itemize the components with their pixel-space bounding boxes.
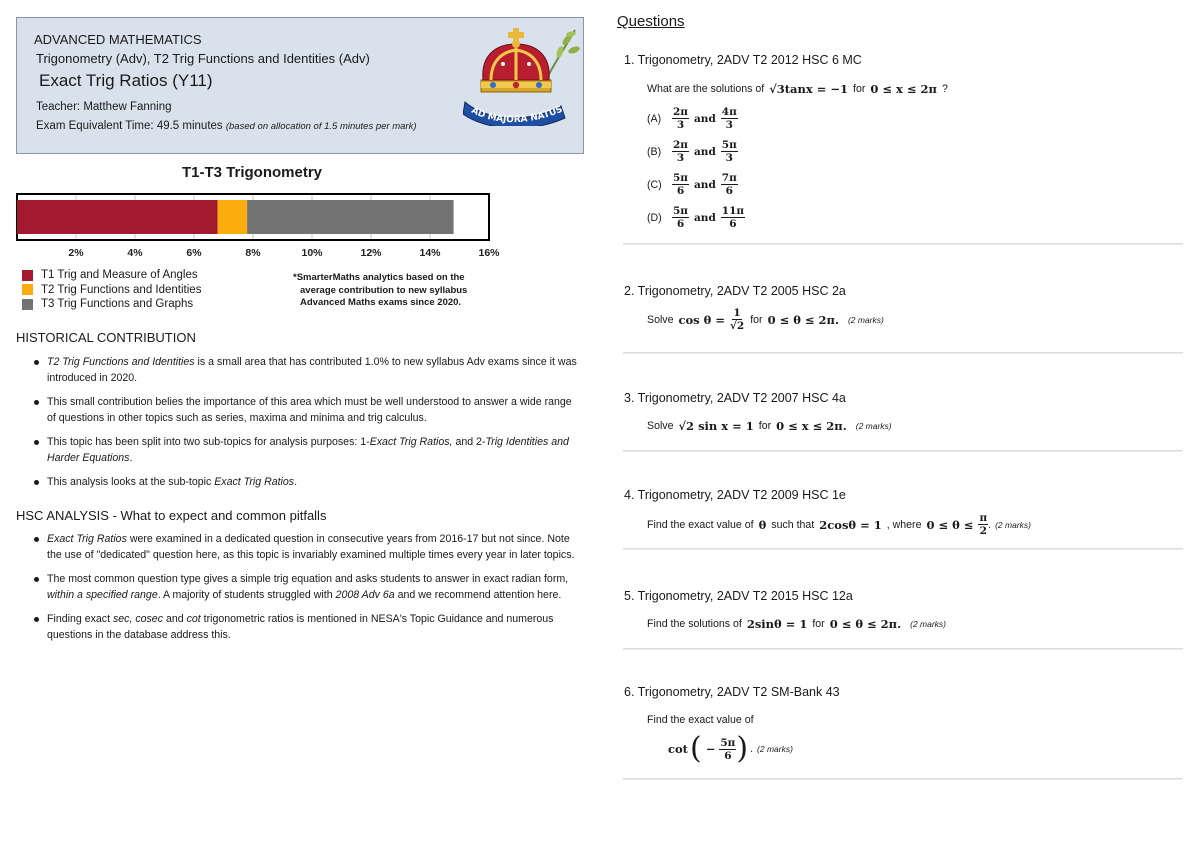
option-d: (D) $\frac{5\pi}{6}$ and $\frac{11\pi}{6}$: [647, 205, 745, 230]
list-item: This analysis looks at the sub-topic Exact Trig Ratios.: [34, 474, 582, 490]
hsc-analysis-heading: HSC ANALYSIS - What to expect and common pitfalls: [16, 508, 327, 523]
list-item: This small contribution belies the importance of this area which must be well understood to answer a wide range of questions in other topics such as series, maxima and minima and trig calculus.: [34, 394, 582, 426]
bar-segment-t1: [17, 200, 218, 234]
header-box: [16, 17, 584, 154]
subject-title: ADVANCED MATHEMATICS: [34, 32, 202, 47]
question-6-title: 6. Trigonometry, 2ADV T2 SM-Bank 43: [624, 685, 840, 699]
question-4-prompt: Find the exact value of θ such that 2cosθ = 1 , where 0 ≤ θ ≤ $\frac{\pi}{2}$ . (2 marks): [647, 512, 1031, 537]
list-item: Exact Trig Ratios were examined in a dedicated question in consecutive years from 2016-17 but not since. Note the use of "dedicated" question here, as this topic is invariably examined multiple times every year in later topics.: [34, 531, 582, 563]
x-tick-label: 14%: [419, 247, 441, 259]
x-tick-label: 12%: [360, 247, 382, 259]
question-1-title: 1. Trigonometry, 2ADV T2 2012 HSC 6 MC: [624, 53, 862, 67]
legend-swatch-t1: [22, 270, 33, 281]
exam-time-line: Exam Equivalent Time: 49.5 minutes (based on allocation of 1.5 minutes per mark): [36, 120, 417, 132]
option-a: (A) $\frac{2\pi}{3}$ and $\frac{4\pi}{3}$: [647, 106, 737, 131]
chart-legend: [22, 268, 201, 312]
legend-swatch-t3: [22, 299, 33, 310]
x-tick-label: 4%: [127, 247, 143, 259]
divider: [623, 450, 1183, 452]
list-item: T2 Trig Functions and Identities is a small area that has contributed 1.0% to new syllabus Adv exams since it was introduced in 2020.: [34, 354, 582, 386]
divider: [623, 548, 1183, 550]
divider: [623, 243, 1183, 245]
teacher-line: Teacher: Matthew Fanning: [36, 101, 172, 113]
historical-list: [34, 354, 582, 498]
divider: [623, 648, 1183, 650]
bar-segment-t3: [247, 200, 454, 234]
divider: [623, 778, 1183, 780]
question-5-prompt: Find the solutions of 2sinθ = 1 for 0 ≤ θ ≤ 2π. (2 marks): [647, 617, 946, 631]
option-b: (B) $\frac{2\pi}{3}$ and $\frac{5\pi}{3}$: [647, 139, 737, 164]
legend-item-t2: T2 Trig Functions and Identities: [22, 283, 201, 298]
analytics-note: *SmarterMaths analytics based on the average contribution to new syllabus Advanced Maths exams since 2020.: [293, 272, 468, 308]
historical-heading: HISTORICAL CONTRIBUTION: [16, 330, 196, 345]
question-5-title: 5. Trigonometry, 2ADV T2 2015 HSC 12a: [624, 589, 853, 603]
question-6-prompt: Find the exact value of: [647, 714, 754, 726]
questions-heading: Questions: [617, 13, 685, 30]
option-c: (C) $\frac{5\pi}{6}$ and $\frac{7\pi}{6}$: [647, 172, 737, 197]
question-2-prompt: Solve cos θ = $\frac{1}{√2}$ for 0 ≤ θ ≤ 2π. (2 marks): [647, 307, 884, 332]
question-3-prompt: Solve √2 sin x = 1 for 0 ≤ x ≤ 2π. (2 marks): [647, 419, 892, 433]
legend-item-t3: T3 Trig Functions and Graphs: [22, 297, 201, 312]
legend-swatch-t2: [22, 284, 33, 295]
x-tick-label: 8%: [245, 247, 261, 259]
x-tick-label: 16%: [478, 247, 500, 259]
crest-motto: AD MAJORA NATUS: [469, 104, 565, 126]
legend-item-t1: T1 Trig and Measure of Angles: [22, 268, 201, 283]
question-2-title: 2. Trigonometry, 2ADV T2 2005 HSC 2a: [624, 284, 846, 298]
question-4-title: 4. Trigonometry, 2ADV T2 2009 HSC 1e: [624, 488, 846, 502]
question-6-expression: cot ( − $\frac{5\pi}{6}$ ) . (2 marks): [668, 731, 793, 766]
x-tick-label: 2%: [68, 247, 84, 259]
school-crest-logo: [463, 22, 581, 126]
topics-subtitle: Trigonometry (Adv), T2 Trig Functions and Identities (Adv): [36, 51, 370, 66]
question-1-prompt: What are the solutions of √3tanx = −1 for 0 ≤ x ≤ 2π ?: [647, 82, 948, 96]
x-tick-label: 6%: [186, 247, 202, 259]
page-title: Exact Trig Ratios (Y11): [39, 71, 213, 90]
chart-title: T1-T3 Trigonometry: [181, 164, 323, 181]
list-item: This topic has been split into two sub-topics for analysis purposes: 1-Exact Trig Ratios, and 2-Trig Identities and Harder Equations.: [34, 434, 582, 466]
divider: [623, 352, 1183, 354]
list-item: The most common question type gives a simple trig equation and asks students to answer in exact radian form, within a specified range. A majority of students struggled with 2008 Adv 6a and we recommend attention here.: [34, 571, 582, 603]
contribution-chart: [14, 186, 500, 262]
hsc-analysis-list: [34, 531, 582, 651]
bar-segment-t2: [218, 200, 248, 234]
x-tick-label: 10%: [301, 247, 323, 259]
question-3-title: 3. Trigonometry, 2ADV T2 2007 HSC 4a: [624, 391, 846, 405]
list-item: Finding exact sec, cosec and cot trigonometric ratios is mentioned in NESA's Topic Guidance and numerous questions in the database address this.: [34, 611, 582, 643]
